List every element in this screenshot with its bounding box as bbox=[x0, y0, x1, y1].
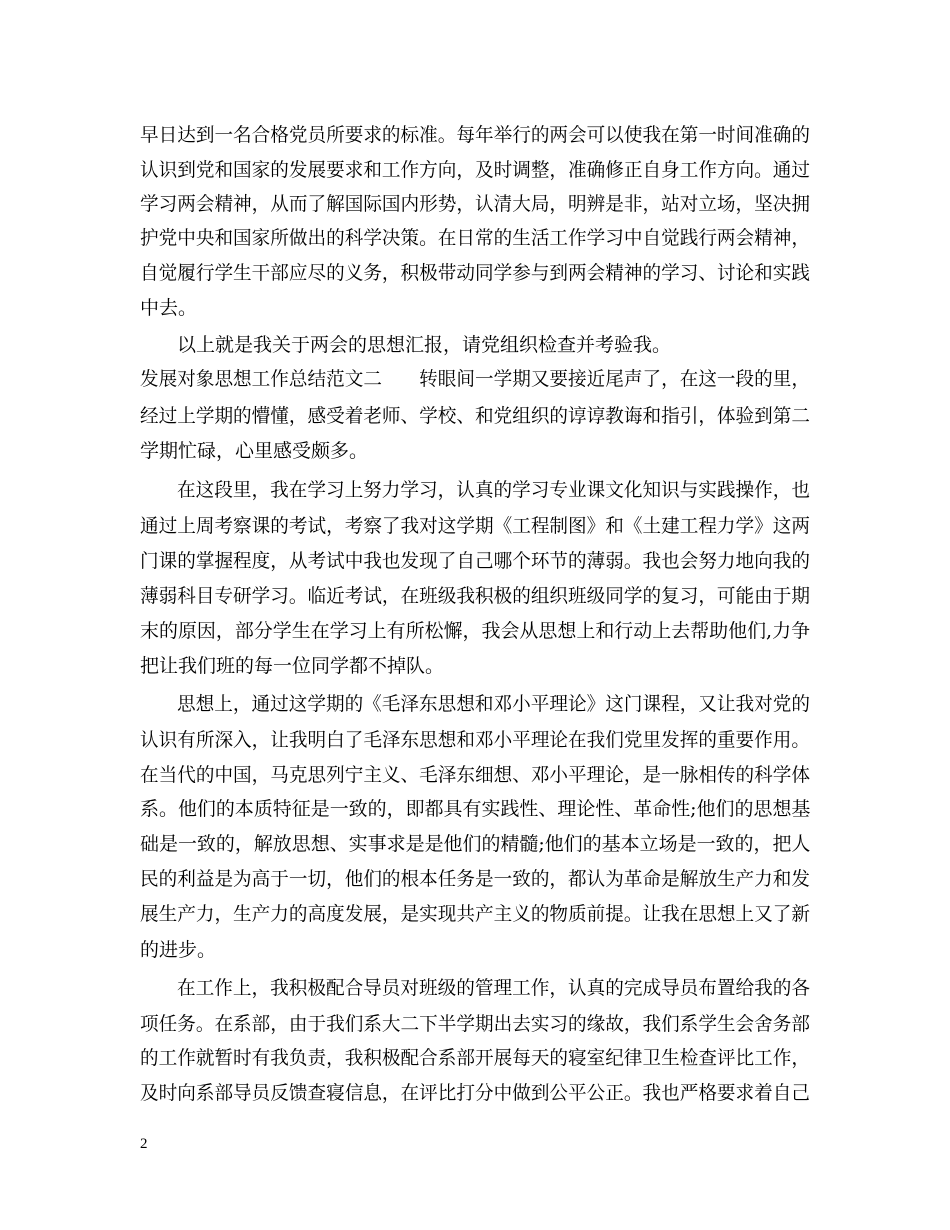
text-line: 认识有所深入，让我明白了毛泽东思想和邓小平理论在我们党里发挥的重要作用。 bbox=[140, 729, 810, 751]
text-line: 自觉履行学生干部应尽的义务，积极带动同学参与到两会精神的学习、讨论和实践 bbox=[140, 262, 810, 284]
text-line: 系。他们的本质特征是一致的，即都具有实践性、理论性、革命性;他们的思想基 bbox=[140, 798, 811, 820]
text-line: 在工作上，我积极配合导员对班级的管理工作，认真的完成导员布置给我的各 bbox=[177, 977, 811, 999]
text-line: 发展对象思想工作总结范文二 转眼间一学期又要接近尾声了，在这一段的里， bbox=[140, 368, 810, 390]
text-line: 在当代的中国，马克思列宁主义、毛泽东细想、邓小平理论，是一脉相传的科学体 bbox=[140, 764, 810, 786]
text-line: 门课的掌握程度，从考试中我也发现了自己哪个环节的薄弱。我也会努力地向我的 bbox=[140, 550, 810, 572]
text-line: 础是一致的，解放思想、实事求是是他们的精髓;他们的基本立场是一致的，把人 bbox=[140, 833, 811, 855]
text-line: 经过上学期的懵懂，感受着老师、学校、和党组织的谆谆教诲和指引，体验到第二 bbox=[140, 405, 810, 427]
text-line: 在这段里，我在学习上努力学习，认真的学习专业课文化知识与实践操作，也 bbox=[177, 479, 811, 501]
text-line: 的进步。 bbox=[140, 939, 217, 961]
text-line: 思想上，通过这学期的《毛泽东思想和邓小平理论》这门课程，又让我对党的 bbox=[177, 693, 811, 715]
page-number: 2 bbox=[140, 1136, 148, 1152]
text-line: 学习两会精神，从而了解国际国内形势，认清大局，明辨是非，站对立场，坚决拥 bbox=[140, 193, 810, 215]
text-line: 薄弱科目专研学习。临近考试，在班级我积极的组织班级同学的复习，可能由于期 bbox=[140, 585, 810, 607]
text-line: 早日达到一名合格党员所要求的标准。每年举行的两会可以使我在第一时间准确的 bbox=[140, 124, 810, 146]
text-line: 以上就是我关于两会的思想汇报，请党组织检查并考验我。 bbox=[177, 334, 672, 356]
text-line: 把让我们班的每一位同学都不掉队。 bbox=[140, 655, 445, 677]
text-line: 及时向系部导员反馈查寝信息，在评比打分中做到公平公正。我也严格要求着自己 bbox=[140, 1082, 810, 1104]
text-line: 中去。 bbox=[140, 297, 198, 319]
text-line: 展生产力，生产力的高度发展，是实现共产主义的物质前提。让我在思想上又了新 bbox=[140, 903, 810, 925]
text-line: 学期忙碌，心里感受颇多。 bbox=[140, 440, 369, 462]
text-line: 项任务。在系部，由于我们系大二下半学期出去实习的缘故，我们系学生会舍务部 bbox=[140, 1013, 810, 1035]
text-line: 护党中央和国家所做出的科学决策。在日常的生活工作学习中自觉践行两会精神， bbox=[140, 227, 810, 249]
text-line: 通过上周考察课的考试，考察了我对这学期《工程制图》和《土建工程力学》这两 bbox=[140, 515, 810, 537]
text-line: 末的原因，部分学生在学习上有所松懈，我会从思想上和行动上去帮助他们,力争 bbox=[140, 620, 811, 642]
text-line: 民的利益是为高于一切，他们的根本任务是一致的，都认为革命是解放生产力和发 bbox=[140, 868, 810, 890]
text-line: 的工作就暂时有我负责，我积极配合系部开展每天的寝室纪律卫生检查评比工作， bbox=[140, 1047, 810, 1069]
text-line: 认识到党和国家的发展要求和工作方向，及时调整，准确修正自身工作方向。通过 bbox=[140, 159, 810, 181]
